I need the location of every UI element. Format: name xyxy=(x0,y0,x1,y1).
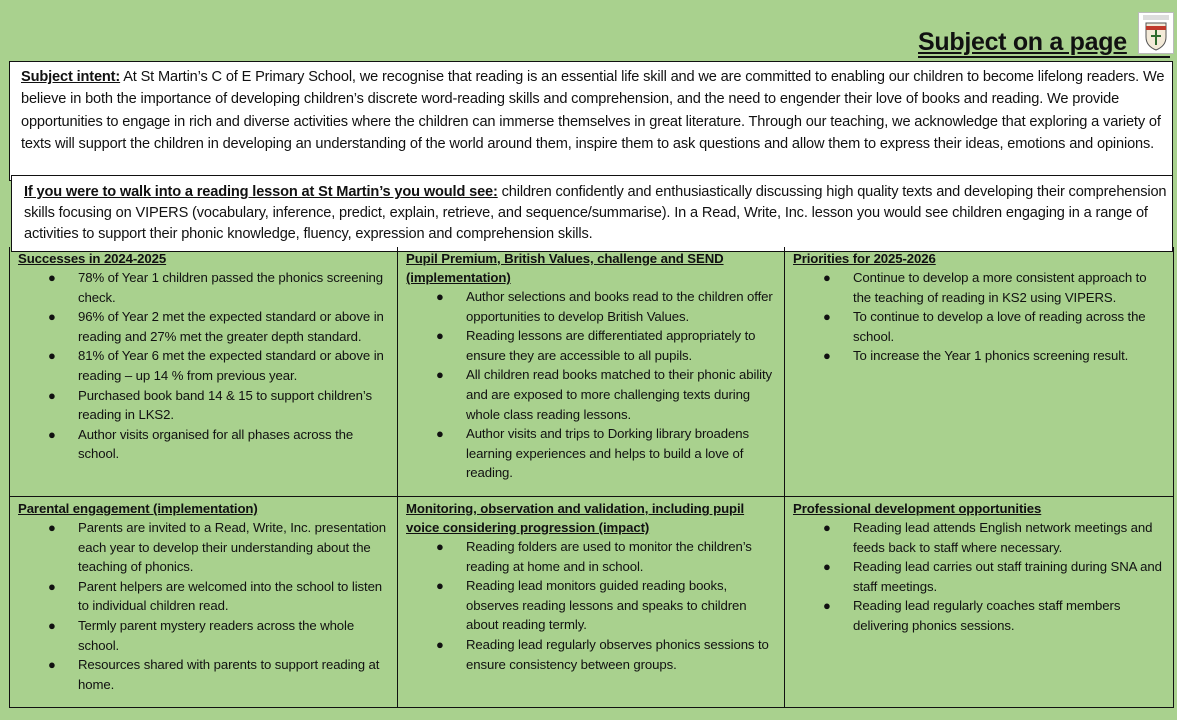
list-item xyxy=(18,425,389,464)
bullet-icon: ● xyxy=(48,520,56,535)
bullet-icon: ● xyxy=(823,270,831,285)
bullet-icon: ● xyxy=(823,309,831,325)
section-parental-engagement xyxy=(10,497,398,707)
section-list xyxy=(406,287,776,483)
lesson-walkthrough-text: children confidently and enthusiastically discussing high quality texts and developing their comprehension skills focusing on VIPERS (vocabulary, inference, predict, explain, retrieve, and sequence/summarise). In a Read, Write, Inc. lesson you would see children engaging in a range of activities to support their phonic knowledge, fluency, expression and comprehension skills. xyxy=(24,184,1167,242)
list-item xyxy=(18,386,389,425)
list-item xyxy=(406,635,776,674)
section-pupil-premium xyxy=(398,247,785,497)
list-item xyxy=(793,518,1165,557)
bullet-icon: ● xyxy=(436,578,444,594)
section-heading: Parental engagement (implementation) xyxy=(18,501,258,516)
list-item-text: Parents are invited to a Read, Write, Inc. presentation each year to develop their understanding about the teaching of phonics. xyxy=(78,520,386,575)
bullet-icon: ● xyxy=(48,387,56,403)
list-item xyxy=(406,287,776,326)
title-underline-rule xyxy=(918,56,1170,58)
section-professional-development xyxy=(785,497,1173,707)
section-monitoring xyxy=(398,497,785,707)
list-item-text: Resources shared with parents to support reading at home. xyxy=(78,657,380,692)
bullet-icon: ● xyxy=(823,520,831,535)
bullet-icon: ● xyxy=(48,578,56,594)
lesson-walkthrough-box xyxy=(11,175,1173,252)
list-item-text: 78% of Year 1 children passed the phonics screening check. xyxy=(78,270,384,305)
section-heading: Monitoring, observation and validation, including pupil voice considering progression (impact) xyxy=(406,501,745,535)
list-item xyxy=(406,576,776,635)
sections-grid xyxy=(9,247,1174,708)
list-item xyxy=(406,424,776,483)
subject-intent-text: At St Martin’s C of E Primary School, we recognise that reading is an essential life skill and we are committed to enabling our children to become lifelong readers. We believe in both the importance of developing children’s discrete word-reading skills and comprehension, and the need to engender their love of books and reading. We provide opportunities to engage in rich and diverse activities where the children can immerse themselves in great literature. Through our teaching, we acknowledge that exploring a variety of texts will support the children in developing an understanding of the world around them, inspire them to ask questions and allow them to express their ideas, emotions and opinions. xyxy=(21,69,1165,152)
list-item-text: 81% of Year 6 met the expected standard or above in reading – up 14 % from previous year. xyxy=(78,348,384,383)
list-item xyxy=(406,326,776,365)
list-item-text: Reading lead regularly coaches staff members delivering phonics sessions. xyxy=(853,598,1121,633)
section-heading: Successes in 2024-2025 xyxy=(18,251,167,266)
list-item-text: Reading lead attends English network meetings and feeds back to staff where necessary. xyxy=(853,520,1153,555)
list-item-text: To increase the Year 1 phonics screening result. xyxy=(853,348,1129,364)
list-item-text: Author visits and trips to Dorking library broadens learning experiences and helps to build a love of reading. xyxy=(466,426,749,481)
section-list xyxy=(793,268,1165,366)
list-item xyxy=(793,268,1165,307)
list-item xyxy=(18,268,389,307)
list-item-text: Reading lead regularly observes phonics sessions to ensure consistency between groups. xyxy=(466,636,769,672)
list-item xyxy=(18,346,389,385)
list-item xyxy=(793,346,1165,366)
list-item xyxy=(793,557,1165,596)
list-item-text: Reading lead carries out staff training during SNA and staff meetings. xyxy=(853,559,1162,594)
list-item-text: All children read books matched to their phonic ability and are exposed to more challenging texts during whole class reading lessons. xyxy=(466,367,773,422)
list-item-text: Termly parent mystery readers across the whole school. xyxy=(78,617,355,653)
bullet-icon: ● xyxy=(823,348,831,364)
section-heading: Professional development opportunities xyxy=(793,501,1042,516)
bullet-icon: ● xyxy=(436,426,444,442)
list-item xyxy=(406,537,776,576)
bullet-icon: ● xyxy=(436,367,444,383)
bullet-icon: ● xyxy=(436,328,444,344)
list-item-text: Author selections and books read to the children offer opportunities to develop British Values. xyxy=(466,289,773,324)
list-item-text: To continue to develop a love of reading across the school. xyxy=(853,309,1146,344)
list-item xyxy=(406,365,776,424)
list-item-text: Reading lessons are differentiated appropriately to ensure they are accessible to all pupils. xyxy=(466,328,756,363)
page-title: Subject on a page xyxy=(918,28,1127,56)
list-item xyxy=(18,616,389,655)
subject-intent-box xyxy=(9,61,1173,181)
list-item xyxy=(18,655,389,694)
bullet-icon: ● xyxy=(436,636,444,652)
bullet-icon: ● xyxy=(48,426,56,442)
list-item xyxy=(793,307,1165,346)
bullet-icon: ● xyxy=(48,617,56,633)
list-item-text: Parent helpers are welcomed into the school to listen to individual children read. xyxy=(78,578,383,614)
list-item-text: Reading folders are used to monitor the children’s reading at home and in school. xyxy=(466,539,752,574)
section-priorities xyxy=(785,247,1173,497)
bullet-icon: ● xyxy=(48,657,56,673)
list-item xyxy=(18,518,389,577)
list-item xyxy=(18,307,389,346)
list-item-text: Author visits organised for all phases across the school. xyxy=(78,426,354,462)
lesson-walkthrough-label: If you were to walk into a reading lesson at St Martin’s you would see: xyxy=(24,184,498,200)
section-list xyxy=(18,518,389,694)
section-list xyxy=(406,537,776,674)
bullet-icon: ● xyxy=(48,270,56,285)
list-item-text: Reading lead monitors guided reading books, observes reading lessons and speaks to children about reading termly. xyxy=(466,578,747,633)
bullet-icon: ● xyxy=(436,539,444,554)
bullet-icon: ● xyxy=(436,289,444,304)
bullet-icon: ● xyxy=(823,598,831,614)
section-list xyxy=(793,518,1165,636)
list-item xyxy=(18,577,389,616)
section-list xyxy=(18,268,389,464)
list-item xyxy=(793,596,1165,635)
list-item-text: Continue to develop a more consistent approach to the teaching of reading in KS2 using VIPERS. xyxy=(853,270,1147,305)
bullet-icon: ● xyxy=(48,348,56,364)
section-heading: Pupil Premium, British Values, challenge and SEND (implementation) xyxy=(406,251,724,285)
school-crest-logo-icon xyxy=(1138,12,1174,54)
subject-intent-label: Subject intent: xyxy=(21,69,121,85)
section-successes xyxy=(10,247,398,497)
list-item-text: Purchased book band 14 & 15 to support children’s reading in LKS2. xyxy=(78,387,372,423)
bullet-icon: ● xyxy=(48,309,56,325)
list-item-text: 96% of Year 2 met the expected standard or above in reading and 27% met the greater depth standard. xyxy=(78,309,384,344)
section-heading: Priorities for 2025-2026 xyxy=(793,251,936,266)
bullet-icon: ● xyxy=(823,559,831,575)
